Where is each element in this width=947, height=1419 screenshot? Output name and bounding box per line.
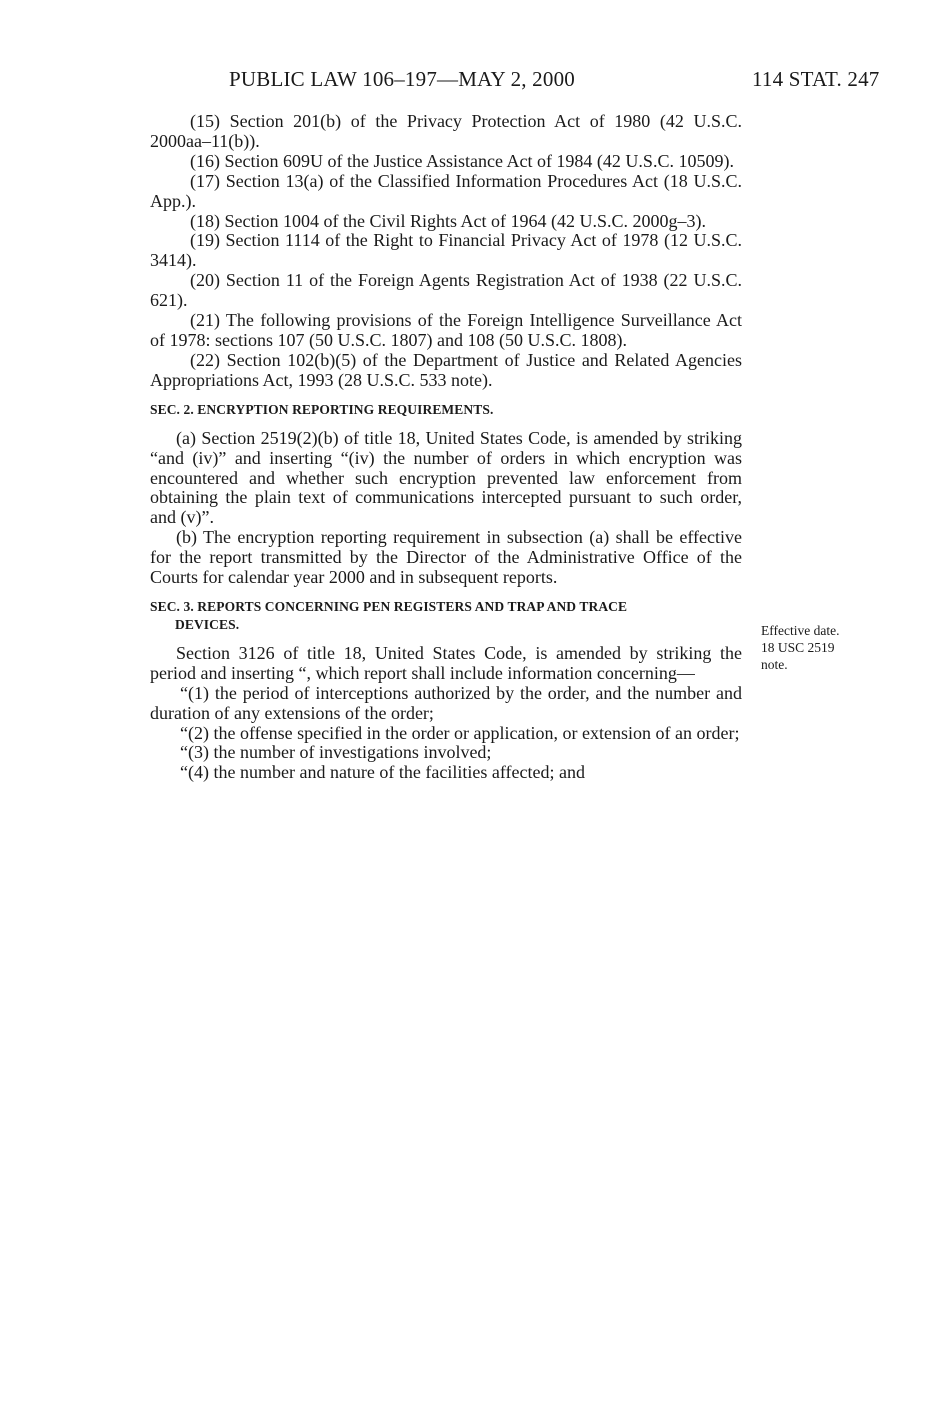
section-2-heading: SEC. 2. ENCRYPTION REPORTING REQUIREMENTS. bbox=[150, 401, 494, 417]
section-3-heading-line2: DEVICES. bbox=[175, 616, 240, 632]
section-2-paragraph-b: (b) The encryption reporting requirement in subsection (a) shall be effective for the report transmitted by the Director of the Administrative Office of the Courts for calendar year 2000 and in subsequent reports. bbox=[150, 527, 742, 588]
list-item: (21) The following provisions of the Foreign Intelligence Surveillance Act of 1978: sections 107 (50 U.S.C. 1807) and 108 (50 U.S.C. 1808). bbox=[150, 310, 742, 350]
section-3-item: “(4) the number and nature of the facilities affected; and bbox=[180, 762, 585, 783]
section-3-heading-line1: SEC. 3. REPORTS CONCERNING PEN REGISTERS AND TRAP AND TRACE bbox=[150, 598, 628, 614]
margin-notes bbox=[761, 622, 891, 673]
section-3-item: “(3) the number of investigations involved; bbox=[180, 742, 492, 763]
margin-note-usc-citation: 18 USC 2519 bbox=[761, 640, 835, 655]
margin-note-effective-date: Effective date. bbox=[761, 623, 840, 638]
list-item: (17) Section 13(a) of the Classified Information Procedures Act (18 U.S.C. App.). bbox=[150, 170, 742, 211]
header-page-reference: 114 STAT. 247 bbox=[752, 67, 880, 91]
section-2-paragraph-a: (a) Section 2519(2)(b) of title 18, United States Code, is amended by striking “and (iv)” and inserting “(iv) the number of orders in which encryption was encountered and whether such encryption prevented law enforcement from obtaining the plain text of communications intercepted pursuant to such order, and (v)”. bbox=[150, 427, 742, 528]
list-item: (20) Section 11 of the Foreign Agents Registration Act of 1938 (22 U.S.C. 621). bbox=[150, 270, 742, 311]
section-3-item: “(2) the offense specified in the order or application, or extension of an order; bbox=[180, 722, 740, 743]
list-item: (15) Section 201(b) of the Privacy Protection Act of 1980 (42 U.S.C. 2000aa–11(b)). bbox=[150, 111, 742, 151]
section-3-heading bbox=[150, 598, 742, 634]
document-body bbox=[150, 112, 742, 783]
section-3-item: “(1) the period of interceptions authorized by the order, and the number and duration of any extensions of the order; bbox=[150, 682, 742, 723]
list-item: (18) Section 1004 of the Civil Rights Act of 1964 (42 U.S.C. 2000g–3). bbox=[190, 210, 706, 231]
margin-note-note: note. bbox=[761, 657, 788, 672]
header-title: PUBLIC LAW 106–197—MAY 2, 2000 bbox=[229, 67, 575, 91]
section-3-intro: Section 3126 of title 18, United States Code, is amended by striking the period and inserting “, which report shall include information concerning— bbox=[150, 642, 742, 683]
list-item: (16) Section 609U of the Justice Assistance Act of 1984 (42 U.S.C. 10509). bbox=[190, 150, 734, 171]
list-item: (19) Section 1114 of the Right to Financial Privacy Act of 1978 (12 U.S.C. 3414). bbox=[150, 230, 742, 271]
page-header bbox=[0, 62, 947, 96]
list-item: (22) Section 102(b)(5) of the Department of Justice and Related Agencies Appropriations Act, 1993 (28 U.S.C. 533 note). bbox=[150, 349, 742, 390]
